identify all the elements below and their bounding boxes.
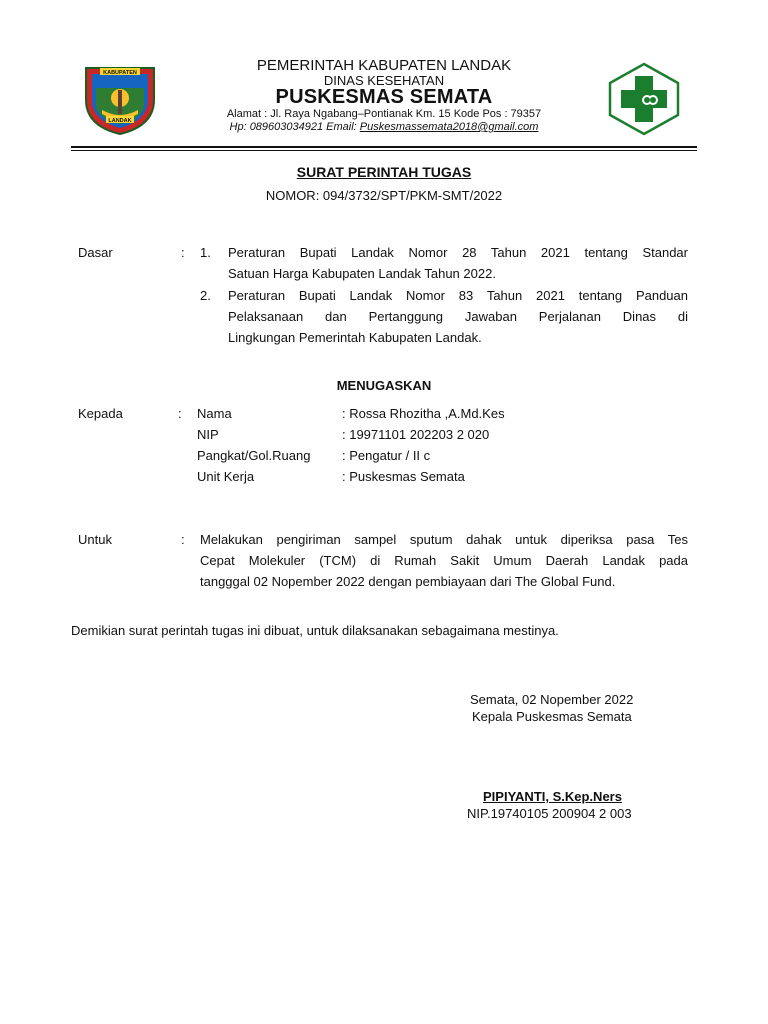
dasar-item-line: Peraturan Bupati Landak Nomor 83 Tahun 2021 tentang Panduan [228,288,688,303]
dasar-colon: : [181,245,185,260]
kabupaten-landak-crest-logo [80,60,160,136]
untuk-label: Untuk [78,532,112,547]
email-link[interactable]: Puskesmassemata2018@gmail.com [359,121,539,133]
signer-position: Kepala Puskesmas Semata [472,709,632,724]
document-title: SURAT PERINTAH TUGAS [296,164,472,180]
kepada-colon: : [178,406,182,421]
address-line: Alamat : Jl. Raya Ngabang–Pontianak Km. 15 Kode Pos : 79357 [226,108,542,120]
dasar-item-line: Lingkungan Pemerintah Kabupaten Landak. [228,330,482,345]
signer-nip: NIP.19740105 200904 2 003 [467,806,632,821]
closing-statement: Demikian surat perintah tugas ini dibuat, untuk dilaksanakan sebagaimana mestinya. [71,623,559,638]
document-number: NOMOR: 094/3732/SPT/PKM-SMT/2022 [265,188,503,203]
dasar-label: Dasar [78,245,113,260]
untuk-colon: : [181,532,185,547]
contact-line [180,121,588,133]
field-value: : Pengatur / II c [342,448,431,463]
untuk-line: Melakukan pengiriman sampel sputum dahak untuk diperiksa pasa Tes [200,532,688,547]
field-value: : Puskesmas Semata [342,469,465,484]
letterhead-rule-thin [71,150,697,151]
field-value: : Rossa Rhozitha ,A.Md.Kes [342,406,505,421]
dasar-item-line: Pelaksanaan dan Pertanggung Jawaban Perjalanan Dinas di [228,309,688,324]
menugaskan-heading: MENUGASKAN [336,378,432,393]
letterhead-rule-thick [71,146,697,148]
puskesmas-cross-logo [607,62,681,136]
logo-text-bottom: LANDAK [108,118,132,124]
org-name: PUSKESMAS SEMATA [275,86,493,108]
untuk-line: Cepat Molekuler (TCM) di Rumah Sakit Umum Daerah Landak pada [200,553,688,568]
field-key: Nama [197,406,232,421]
dasar-item-num: 1. [200,245,211,260]
dasar-item-num: 2. [200,288,211,303]
field-key: Unit Kerja [197,469,255,484]
field-key: Pangkat/Gol.Ruang [197,448,311,463]
dasar-item-line: Peraturan Bupati Landak Nomor 28 Tahun 2021 tentang Standar [228,245,688,260]
place-date: Semata, 02 Nopember 2022 [470,692,634,707]
logo-text-top: KABUPATEN [103,70,137,76]
field-key: NIP [197,427,219,442]
signer-name: PIPIYANTI, S.Kep.Ners [483,789,622,804]
dept-name: DINAS KESEHATAN [323,73,445,88]
kepada-label: Kepada [78,406,123,421]
contact-prefix: Hp: 089603034921 Email: [229,121,360,133]
untuk-line: tangggal 02 Nopember 2022 dengan pembiayaan dari The Global Fund. [200,574,616,589]
field-value: : 19971101 202203 2 020 [342,427,490,442]
gov-name: PEMERINTAH KABUPATEN LANDAK [256,57,512,74]
dasar-item-line: Satuan Harga Kabupaten Landak Tahun 2022. [228,266,496,281]
